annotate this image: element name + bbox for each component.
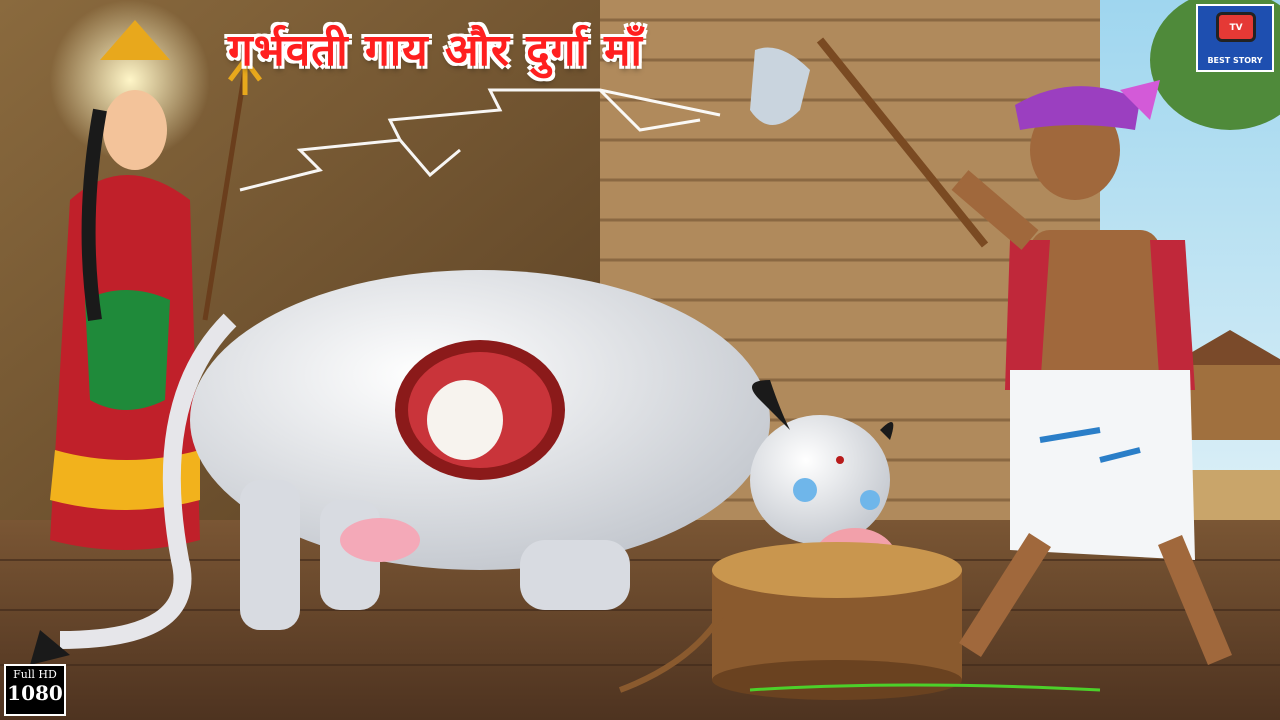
badge-line2: 1080: [7, 681, 63, 705]
logo-caption: BEST STORY: [1207, 56, 1263, 65]
tree-stump: [712, 542, 962, 700]
logo-tv-text: TV: [1229, 23, 1243, 33]
full-hd-badge: [4, 664, 66, 716]
channel-logo: [1196, 4, 1274, 72]
calf-in-womb: [427, 380, 503, 460]
badge-line1: Full HD: [13, 668, 57, 681]
video-title: गर्भवती गाय और दुर्गा माँ: [228, 25, 643, 76]
tv-icon: [1216, 12, 1256, 42]
hut: [1180, 360, 1280, 440]
